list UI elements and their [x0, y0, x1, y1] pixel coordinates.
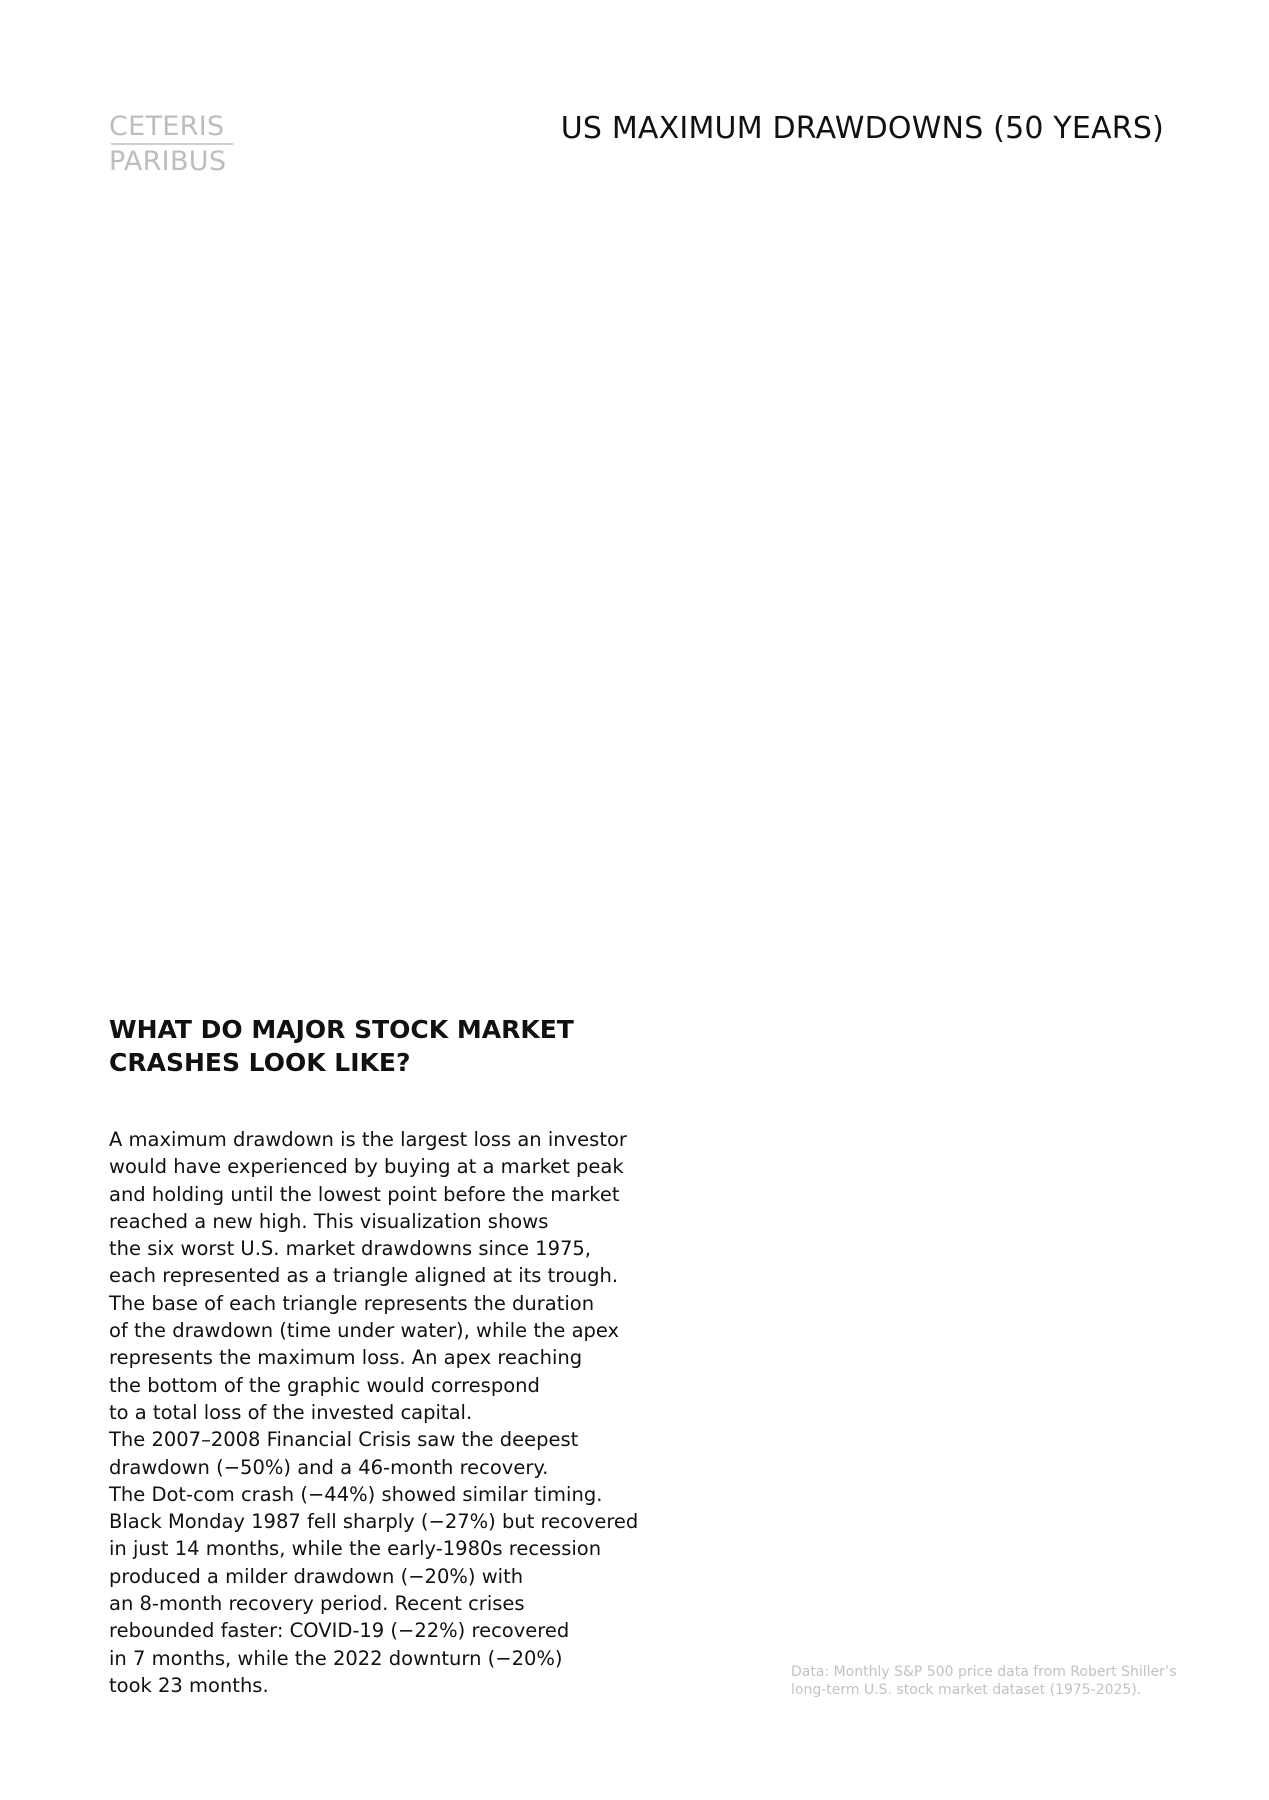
section-heading	[109, 1013, 669, 1079]
body-line: of the drawdown (time under water), while the apex	[109, 1319, 620, 1343]
body-line: in 7 months, while the 2022 downturn (−20%)	[109, 1646, 563, 1670]
body-line: reached a new high. This visualization shows	[109, 1209, 549, 1233]
body-line: The Dot-com crash (−44%) showed similar timing.	[109, 1482, 603, 1506]
body-line: and holding until the lowest point before the market	[109, 1182, 620, 1206]
logo-line-1: CETERIS	[109, 111, 225, 142]
source-line: long-term U.S. stock market dataset (1975-2025).	[791, 1682, 1142, 1698]
body-line: the six worst U.S. market drawdowns since 1975,	[109, 1237, 592, 1261]
body-line: took 23 months.	[109, 1673, 269, 1697]
body-line: to a total loss of the invested capital.	[109, 1400, 473, 1424]
body-line: in just 14 months, while the early-1980s recession	[109, 1537, 602, 1561]
source-line: Data: Monthly S&P 500 price data from Robert Shiller’s	[791, 1664, 1177, 1680]
body-line: rebounded faster: COVID-19 (−22%) recovered	[109, 1619, 570, 1643]
body-line: The base of each triangle represents the duration	[109, 1291, 595, 1315]
page-title: US MAXIMUM DRAWDOWNS (50 YEARS)	[560, 111, 1164, 146]
body-line: would have experienced by buying at a market peak	[109, 1155, 624, 1179]
body-paragraph	[109, 1126, 669, 1699]
body-line: The 2007–2008 Financial Crisis saw the deepest	[109, 1428, 579, 1452]
body-line: A maximum drawdown is the largest loss an investor	[109, 1128, 627, 1151]
data-source-note	[791, 1663, 1211, 1699]
body-line: each represented as a triangle aligned at its trough.	[109, 1264, 619, 1288]
heading-line: CRASHES LOOK LIKE?	[109, 1048, 411, 1077]
body-line: the bottom of the graphic would correspond	[109, 1373, 540, 1397]
body-line: produced a milder drawdown (−20%) with	[109, 1564, 524, 1588]
heading-line: WHAT DO MAJOR STOCK MARKET	[109, 1015, 574, 1044]
body-line: Black Monday 1987 fell sharply (−27%) but recovered	[109, 1510, 639, 1534]
logo-line-2: PARIBUS	[109, 146, 227, 177]
body-line: drawdown (−50%) and a 46-month recovery.	[109, 1455, 549, 1479]
body-line: an 8-month recovery period. Recent crises	[109, 1592, 525, 1616]
body-line: represents the maximum loss. An apex reaching	[109, 1346, 583, 1370]
logo	[109, 110, 235, 178]
